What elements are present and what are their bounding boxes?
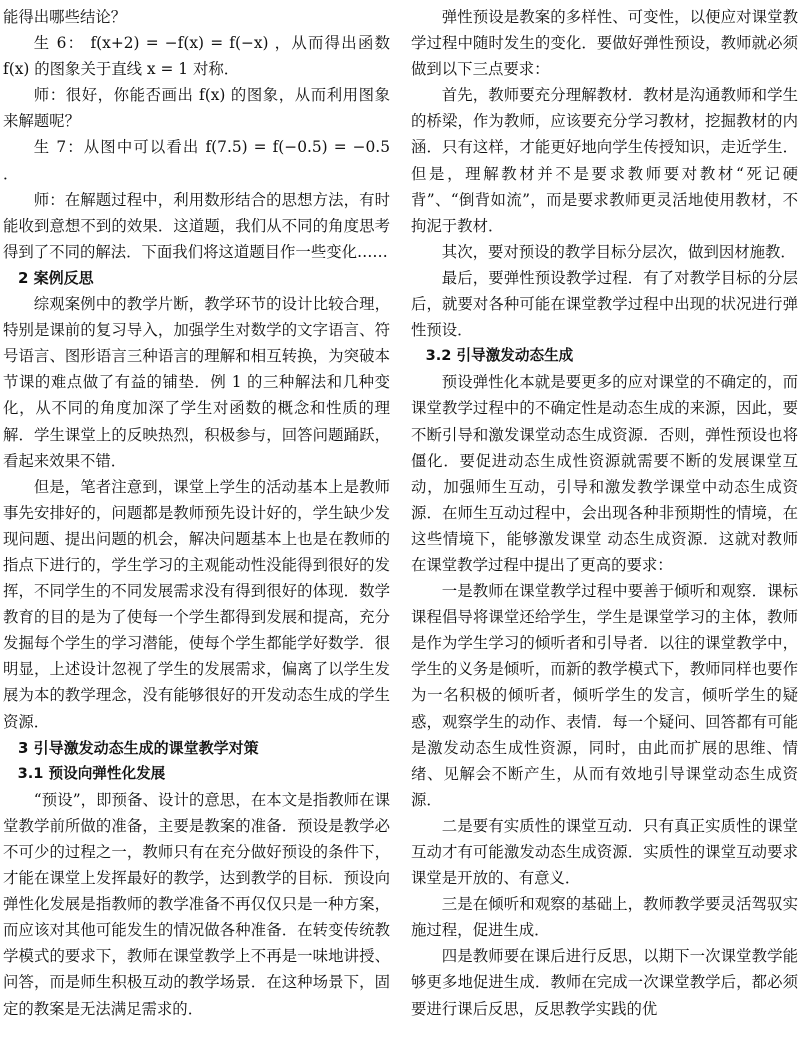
right-column bbox=[411, 4, 798, 1054]
paragraph: 其次，要对预设的教学目标分层次，做到因材施教． bbox=[441, 242, 796, 261]
paragraph: 最后，要弹性预设教学过程．有了对教学目标的分层后，就要对各种可能在课堂教学过程中出现的状况进行弹性预设． bbox=[411, 268, 798, 340]
paragraph: 能得出哪些结论？ bbox=[3, 8, 127, 26]
paragraph: 一是教师在课堂教学过程中要善于倾听和观察．课标课程倡导将课堂还给学生，学生是课堂学习的主体，教师是作为学生学习的倾听者和引导者．以往的课堂教学中，学生的义务是倾听，而新的教学模式下，教师同样也要作为一名积极的倾听者，倾听学生的发言，倾听学生的疑惑，观察学生的动作、表情．每一个疑问、回答都有可能是激发动态生成性资源，同时，由此而扩展的思维、情绪、见解会不断产生，从而有效地引导课堂动态生成资源． bbox=[411, 582, 798, 809]
paragraph: 生 6： f(x+2) = −f(x) = f(−x) ，从而得出函数 f(x) 的图象关于直线 x = 1 对称． bbox=[3, 34, 390, 79]
paragraph: 综观案例中的教学片断，教学环节的设计比较合理，特别是课前的复习导入，加强学生对数学的文字语言、符号语言、图形语言三种语言的理解和相互转换，为突破本节课的难点做了有益的铺垫．例 1 的三种解法和几种变化，从不同的角度加深了学生对函数的概念和性质的理解．学生课堂上的反映热烈，积极参与，回答问题踊跃，看起来效果不错． bbox=[3, 295, 390, 470]
paragraph: 四是教师要在课后进行反思，以期下一次课堂教学能够更多地促进生成．教师在完成一次课堂教学后，都必须要进行课后反思，反思教学实践的优 bbox=[411, 947, 798, 1018]
paragraph: 但是，笔者注意到，课堂上学生的活动基本上是教师事先安排好的，问题都是教师预先设计好的，学生缺少发现问题、提出问题的机会，解决问题基本上也是在教师的指点下进行的，学生学习的主观能动性没能得到很好的发挥，不同学生的不同发展需求没有得到很好的体现．数学教育的目的是为了使每一个学生都得到发展和提高，充分发掘每个学生的学习潜能，使每个学生都能学好数学．很明显，上述设计忽视了学生的发展需求，偏离了以学生发展为本的教学理念，没有能够很好的开发动态生成的学生资源． bbox=[3, 477, 390, 731]
paragraph: “预设”，即预备、设计的意思，在本文是指教师在课堂教学前所做的准备，主要是教案的准备．预设是教学必不可少的过程之一，教师只有在充分做好预设的条件下，才能在课堂上发挥最好的教学，达到教学的目标．预设向弹性化发展是指教师的教学准备不再仅仅只是一种方案，而应该对其他可能发生的情况做各种准备．在转变传统教学模式的要求下，教师在课堂教学上不再是一味地讲授、问答，而是师生积极互动的教学场景．在这种场景下，固定的教案是无法满足需求的． bbox=[3, 790, 390, 1018]
subsection-heading: 3.2 引导激发动态生成 bbox=[425, 347, 574, 365]
section-heading: 3 引导激发动态生成的课堂教学对策 bbox=[18, 738, 259, 757]
paragraph: 弹性预设是教案的多样性、可变性，以便应对课堂教学过程中随时发生的变化．要做好弹性预设，教师就必须做到以下三点要求： bbox=[411, 8, 798, 79]
paragraph: 首先，教师要充分理解教材．教材是沟通教师和学生的桥梁，作为教师，应该要充分学习教材，挖掘教材的内涵．只有这样，才能更好地向学生传授知识，走近学生．但是，理解教材并不是要求教师要对教材“死记硬背”、“倒背如流”，而是要求教师更灵活地使用教材，不拘泥于教材． bbox=[411, 86, 798, 235]
paragraph: 三是在倾听和观察的基础上，教师教学要灵活驾驭实施过程，促进生成． bbox=[411, 895, 798, 940]
paragraph: 生 7：从图中可以看出 f(7.5) = f(−0.5) = −0.5 ． bbox=[3, 138, 390, 183]
section-heading: 2 案例反思 bbox=[18, 268, 94, 287]
subsection-heading: 3.1 预设向弹性化发展 bbox=[17, 764, 166, 782]
paragraph: 预设弹性化本就是要更多的应对课堂的不确定的，而课堂教学过程中的不确定性是动态生成的来源，因此，要不断引导和激发课堂动态生成资源．否则，弹性预设也将僵化．要促进动态生成性资源就需要不断的发展课堂互动，加强师生互动，引导和激发教学课堂中动态生成资源．在师生互动过程中，会出现各种非预期性的情境，在这些情境下，能够激发课堂 动态生成资源．这就对教师在课堂教学过程中提出了更高的要求： bbox=[411, 373, 798, 574]
left-column bbox=[3, 4, 390, 1054]
paragraph: 师：在解题过程中，利用数形结合的思想方法，有时能收到意想不到的效果．这道题，我们从不同的角度思考得到了不同的解法．下面我们将这道题目作一些变化…… bbox=[3, 190, 390, 261]
paragraph: 二是要有实质性的课堂互动．只有真正实质性的课堂互动才有可能激发动态生成资源．实质性的课堂互动要求课堂是开放的、有意义． bbox=[411, 816, 798, 888]
paragraph: 师：很好，你能否画出 f(x) 的图象，从而利用图象来解题呢？ bbox=[3, 86, 390, 131]
